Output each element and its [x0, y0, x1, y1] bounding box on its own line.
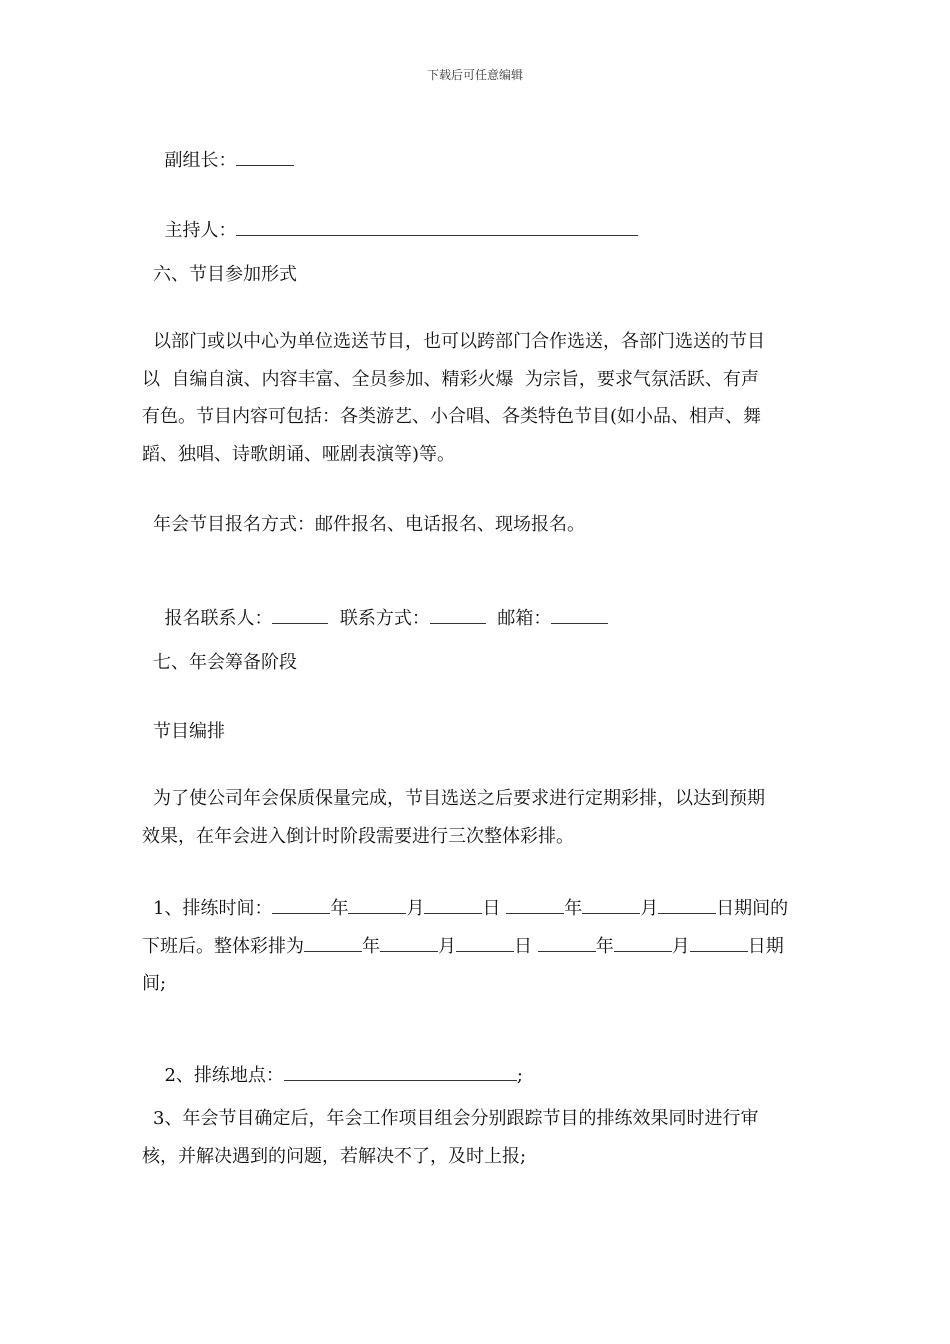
date-blank	[424, 896, 482, 914]
date-blank	[456, 934, 514, 952]
email-blank	[551, 606, 608, 624]
vice-leader-blank	[236, 148, 294, 166]
month-unit: 月	[406, 898, 425, 919]
date-blank	[348, 896, 406, 914]
contact-method-label: 联系方式：	[339, 608, 430, 629]
item3-line1: 3、年会节目确定后，年会工作项目组会分别跟踪节目的排练效果同时进行审	[153, 1108, 759, 1129]
date-blank	[538, 934, 596, 952]
month-unit: 月	[438, 935, 456, 957]
day-unit: 日	[514, 935, 532, 957]
item1-prefix: 1、排练时间：	[153, 898, 273, 919]
rehearsal-p-line1: 为了使公司年会保质保量完成，节目选送之后要求进行定期彩排，以达到预期	[153, 788, 765, 809]
rehearsal-paragraph	[142, 780, 808, 855]
email-label: 邮箱：	[497, 608, 552, 629]
date-blank	[582, 896, 640, 914]
year-unit: 年	[362, 935, 380, 957]
item1-tail: 日期间的	[716, 898, 789, 919]
date-blank	[658, 896, 716, 914]
item1-line1	[153, 890, 808, 928]
section6-p-line3: 有色。节目内容可包括：各类游艺、小合唱、各类特色节目(如小品、相声、舞	[142, 406, 762, 427]
year-unit: 年	[330, 898, 349, 919]
item1-l2-tail: 日期	[747, 935, 784, 957]
program-arrangement-heading: 节目编排	[153, 721, 225, 742]
page-header-note: 下载后可任意编辑	[426, 68, 523, 82]
rehearsal-p-line2: 效果，在年会进入倒计时阶段需要进行三次整体彩排。	[142, 825, 574, 847]
section6-p-line2: 以 自编自演、内容丰富、全员参加、精彩火爆 为宗旨，要求气氛活跃、有声	[142, 368, 759, 390]
date-blank	[506, 896, 564, 914]
section6-p-line4: 蹈、独唱、诗歌朗诵、哑剧表演等)等。	[142, 443, 456, 465]
item2-line	[153, 1041, 523, 1087]
signup-methods: 年会节目报名方式：邮件报名、电话报名、现场报名。	[153, 514, 585, 535]
day-unit: 日	[482, 898, 501, 919]
item1-l2-prefix: 下班后。整体彩排为	[142, 935, 304, 957]
month-unit: 月	[640, 898, 659, 919]
host-blank	[236, 218, 638, 236]
date-blank	[272, 896, 330, 914]
item3-line2: 核，并解决遇到的问题，若解决不了，及时上报;	[142, 1145, 527, 1167]
contact-person-blank	[272, 606, 328, 624]
host-line	[153, 196, 638, 242]
date-blank	[304, 934, 362, 952]
item1-line2	[142, 928, 808, 966]
location-blank	[284, 1063, 517, 1081]
contact-person-label: 报名联系人：	[164, 608, 273, 629]
year-unit: 年	[564, 898, 583, 919]
section7-title: 七、年会筹备阶段	[153, 652, 297, 673]
date-blank	[614, 934, 672, 952]
contact-line	[153, 584, 608, 630]
vice-leader-label: 副组长：	[164, 150, 237, 171]
item2-prefix: 2、排练地点：	[164, 1065, 284, 1086]
date-blank	[380, 934, 438, 952]
year-unit: 年	[595, 935, 614, 957]
host-label: 主持人：	[164, 220, 237, 241]
section6-title: 六、节目参加形式	[153, 264, 297, 285]
item1-line3: 间;	[142, 973, 167, 994]
item3-paragraph	[142, 1100, 808, 1175]
item2-semicolon: ;	[516, 1065, 523, 1086]
section6-p-line1: 以部门或以中心为单位选送节目，也可以跨部门合作选送，各部门选送的节目	[153, 331, 765, 352]
item1-paragraph	[142, 890, 808, 1003]
date-blank	[690, 934, 748, 952]
vice-leader-line	[153, 126, 294, 172]
month-unit: 月	[671, 935, 690, 957]
section6-paragraph	[142, 323, 809, 473]
contact-method-blank	[430, 606, 486, 624]
